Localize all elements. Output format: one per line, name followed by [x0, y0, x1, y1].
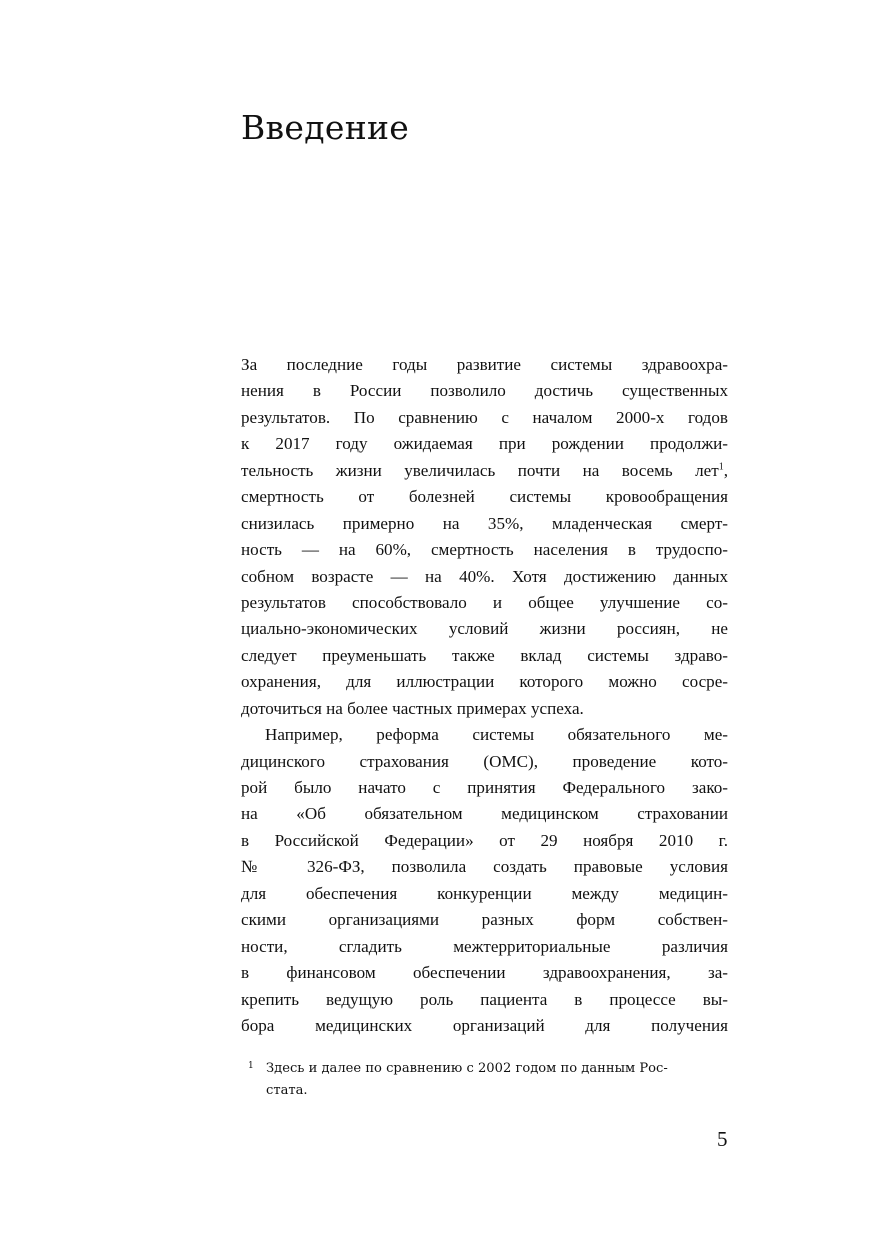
text-line: дицинского страхования (ОМС), проведение кото- [241, 751, 728, 771]
text-line: доточиться на более частных примерах успеха. [241, 698, 584, 718]
text-line: рой было начато с принятия Федерального зако- [241, 778, 728, 797]
text-line-with-footnote [241, 458, 728, 484]
text-line: в Российской Федерации» от 29 ноября 2010 г. [241, 830, 728, 850]
footnote [248, 1058, 728, 1102]
text-line: циально-экономических условий жизни россиян, не [241, 619, 728, 639]
text-line-punctuation: , [723, 460, 728, 480]
chapter-title: Введение [241, 108, 410, 147]
text-line-segment: тельность жизни увеличилась почти на восемь лет [241, 460, 719, 480]
text-line: № 326-ФЗ, позволила создать правовые условия [241, 857, 728, 877]
footnote-line: стата. [266, 1083, 308, 1098]
text-line: нения в России позволило достичь существенных [241, 381, 728, 401]
page-number: 5 [717, 1127, 728, 1151]
footnote-text [248, 1058, 728, 1102]
footnote-line: Здесь и далее по сравнению с 2002 годом по данным Рос- [266, 1061, 668, 1076]
text-line: скими организациями разных форм собствен- [241, 910, 728, 930]
text-line: смертность от болезней системы кровообращения [241, 487, 728, 507]
text-line: результатов способствовало и общее улучшение со- [241, 592, 728, 612]
body-text [241, 352, 728, 1039]
text-line: для обеспечения конкуренции между медицин- [241, 883, 728, 903]
text-line: к 2017 году ожидаемая при рождении продолжи- [241, 434, 728, 454]
text-line: в финансовом обеспечении здравоохранения, за- [241, 963, 728, 983]
text-line: результатов. По сравнению с началом 2000-х годов [241, 407, 728, 427]
text-line: бора медицинских организаций для получения [241, 1015, 728, 1035]
text-line: следует преуменьшать также вклад системы здраво- [241, 645, 728, 665]
text-line: ности, сгладить межтерриториальные различия [241, 936, 728, 956]
footnote-marker: 1 [248, 1061, 254, 1071]
text-line: собном возрасте — на 40%. Хотя достижению данных [241, 566, 728, 586]
text-line: ность — на 60%, смертность населения в трудоспо- [241, 540, 728, 560]
text-line: охранения, для иллюстрации которого можно сосре- [241, 672, 728, 692]
paragraph-1 [241, 352, 728, 722]
text-line: крепить ведущую роль пациента в процессе вы- [241, 989, 728, 1009]
footnote-reference[interactable]: 1 [718, 461, 724, 473]
text-line: За последние годы развитие системы здравоохра- [241, 355, 728, 374]
text-line: на «Об обязательном медицинском страховании [241, 804, 728, 824]
paragraph-2 [241, 722, 728, 1039]
text-line: снизилась примерно на 35%, младенческая смерт- [241, 513, 728, 533]
text-line: Например, реформа системы обязательного ме- [265, 725, 728, 745]
